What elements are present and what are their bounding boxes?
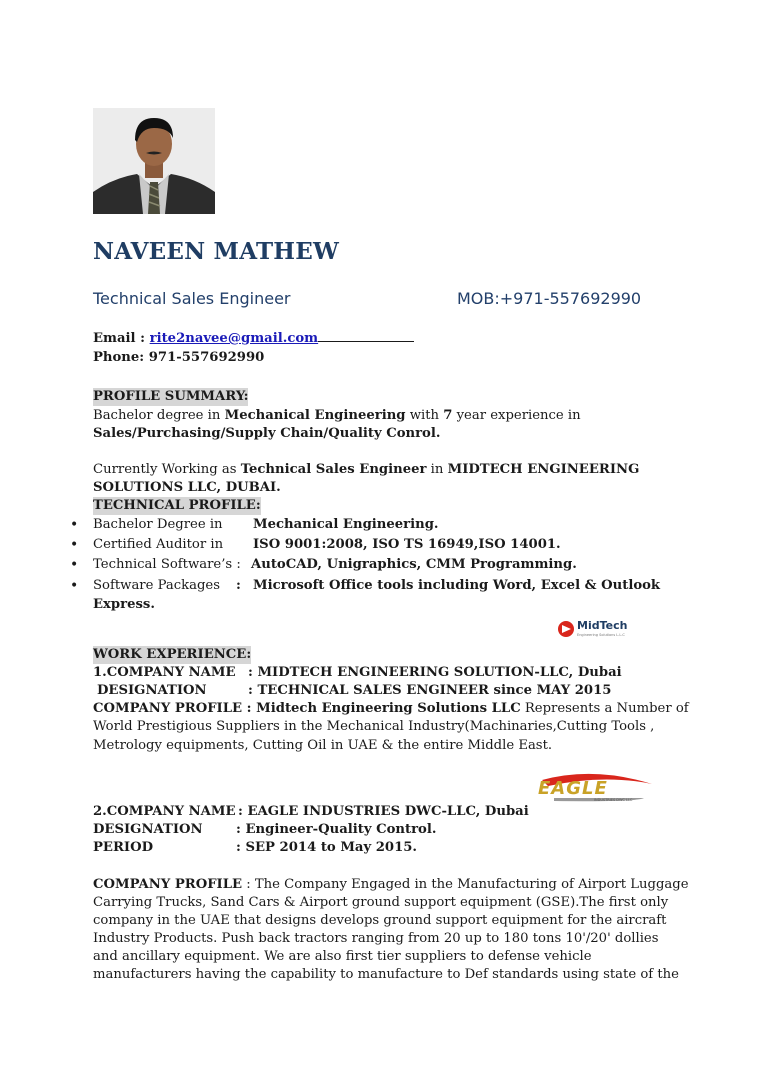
profile-years: 7: [443, 408, 453, 423]
company-profile-line: [93, 876, 689, 894]
bullet-icon: •: [70, 517, 79, 533]
period-label: PERIOD: [93, 840, 154, 855]
designation-label: DESIGNATION: [93, 822, 203, 837]
tech-value: ISO 9001:2008, ISO TS 16949,ISO 14001.: [253, 537, 561, 552]
period-value: : SEP 2014 to May 2015.: [236, 840, 418, 855]
profile-degree: Mechanical Engineering: [224, 408, 406, 423]
company-profile-line: Metrology equipments, Cutting Oil in UAE & the entire Middle East.: [93, 738, 553, 753]
company-profile-name: : Midtech Engineering Solutions LLC: [242, 701, 521, 716]
midtech-logo-text: MidTech: [577, 619, 628, 632]
company-profile-line: [93, 700, 689, 718]
company-profile-line: manufacturers having the capability to manufacture to Def standards using state of the: [93, 967, 679, 982]
designation-label: DESIGNATION: [97, 683, 207, 698]
current-text: Currently Working as: [93, 462, 241, 477]
current-role-line-2: SOLUTIONS LLC, DUBAI.: [93, 480, 281, 495]
eagle-logo-text: EAGLE: [538, 778, 608, 799]
midtech-logo-sub: Engineering Solutions L.L.C: [577, 633, 625, 637]
tech-value-cont: Express.: [93, 597, 155, 612]
profile-photo: [93, 108, 215, 214]
company-profile-label: COMPANY PROFILE: [93, 701, 243, 716]
work-experience-heading: WORK EXPERIENCE:: [93, 647, 252, 662]
email-label: Email :: [93, 331, 150, 346]
company-name-label: 2.COMPANY NAME: [93, 804, 236, 819]
email-link[interactable]: rite2navee@gmail.com: [149, 331, 319, 346]
tech-label: [93, 556, 241, 574]
company-profile-text: Represents a Number of: [520, 701, 689, 716]
current-text: in: [426, 462, 448, 477]
company-profile-line: Industry Products. Push back tractors ranging from 20 up to 180 tons 10'/20' dollies: [93, 931, 659, 946]
profile-text: Bachelor degree in: [93, 408, 225, 423]
profile-summary-heading: PROFILE SUMMARY:: [93, 389, 249, 404]
company-profile-line: company in the UAE that designs develops ground support equipment for the aircraft: [93, 913, 667, 928]
company-name-value: : MIDTECH ENGINEERING SOLUTION-LLC, Dubai: [248, 665, 622, 680]
company-profile-text: : The Company Engaged in the Manufacturing of Airport Luggage: [242, 877, 689, 892]
company-profile-line: World Prestigious Suppliers in the Mechanical Industry(Machinaries,Cutting Tools ,: [93, 719, 655, 734]
designation-value: : TECHNICAL SALES ENGINEER since MAY 2015: [248, 683, 612, 698]
current-company: MIDTECH ENGINEERING: [447, 462, 640, 477]
designation-value: : Engineer-Quality Control.: [236, 822, 437, 837]
profile-line-1: [93, 407, 581, 425]
email-underline: [318, 329, 414, 342]
bullet-icon: •: [70, 537, 79, 553]
midtech-logo: [556, 618, 630, 642]
tech-label: Software Packages: [93, 578, 220, 593]
tech-colon: :: [236, 578, 241, 593]
profile-text: year experience in: [452, 408, 581, 423]
company-profile-line: and ancillary equipment. We are also first tier suppliers to defense vehicle: [93, 949, 592, 964]
company-name-value: : EAGLE INDUSTRIES DWC-LLC, Dubai: [238, 804, 529, 819]
current-role-line-1: [93, 461, 639, 479]
company-profile-label: COMPANY PROFILE: [93, 877, 243, 892]
bullet-icon: •: [70, 557, 79, 573]
tech-value: AutoCAD, Unigraphics, CMM Programming.: [251, 557, 577, 572]
email-line: [93, 329, 414, 348]
tech-label: Certified Auditor in: [93, 537, 224, 552]
job-title: Technical Sales Engineer: [93, 289, 291, 308]
eagle-logo: [534, 770, 656, 804]
profile-line-2: Sales/Purchasing/Supply Chain/Quality Conrol.: [93, 426, 441, 441]
tech-value: Mechanical Engineering.: [253, 517, 439, 532]
current-title: Technical Sales Engineer: [240, 462, 427, 477]
company-name-label: 1.COMPANY NAME: [93, 665, 236, 680]
candidate-name: NAVEEN MATHEW: [93, 238, 339, 265]
technical-profile-heading: TECHNICAL PROFILE:: [93, 498, 261, 513]
eagle-logo-sub: INDUSTRIES DWC LLC: [594, 798, 633, 802]
tech-value: Microsoft Office tools including Word, Excel & Outlook: [253, 578, 661, 593]
mobile-number: MOB:+971-557692990: [457, 289, 642, 308]
bullet-icon: •: [70, 578, 79, 594]
tech-label: Bachelor Degree in: [93, 517, 223, 532]
phone-line: Phone: 971-557692990: [93, 350, 265, 365]
profile-text: with: [405, 408, 444, 423]
tech-label-text: Technical Software’s :: [93, 557, 241, 572]
company-profile-line: Carrying Trucks, Sand Cars & Airport ground support equipment (GSE).The first only: [93, 895, 669, 910]
